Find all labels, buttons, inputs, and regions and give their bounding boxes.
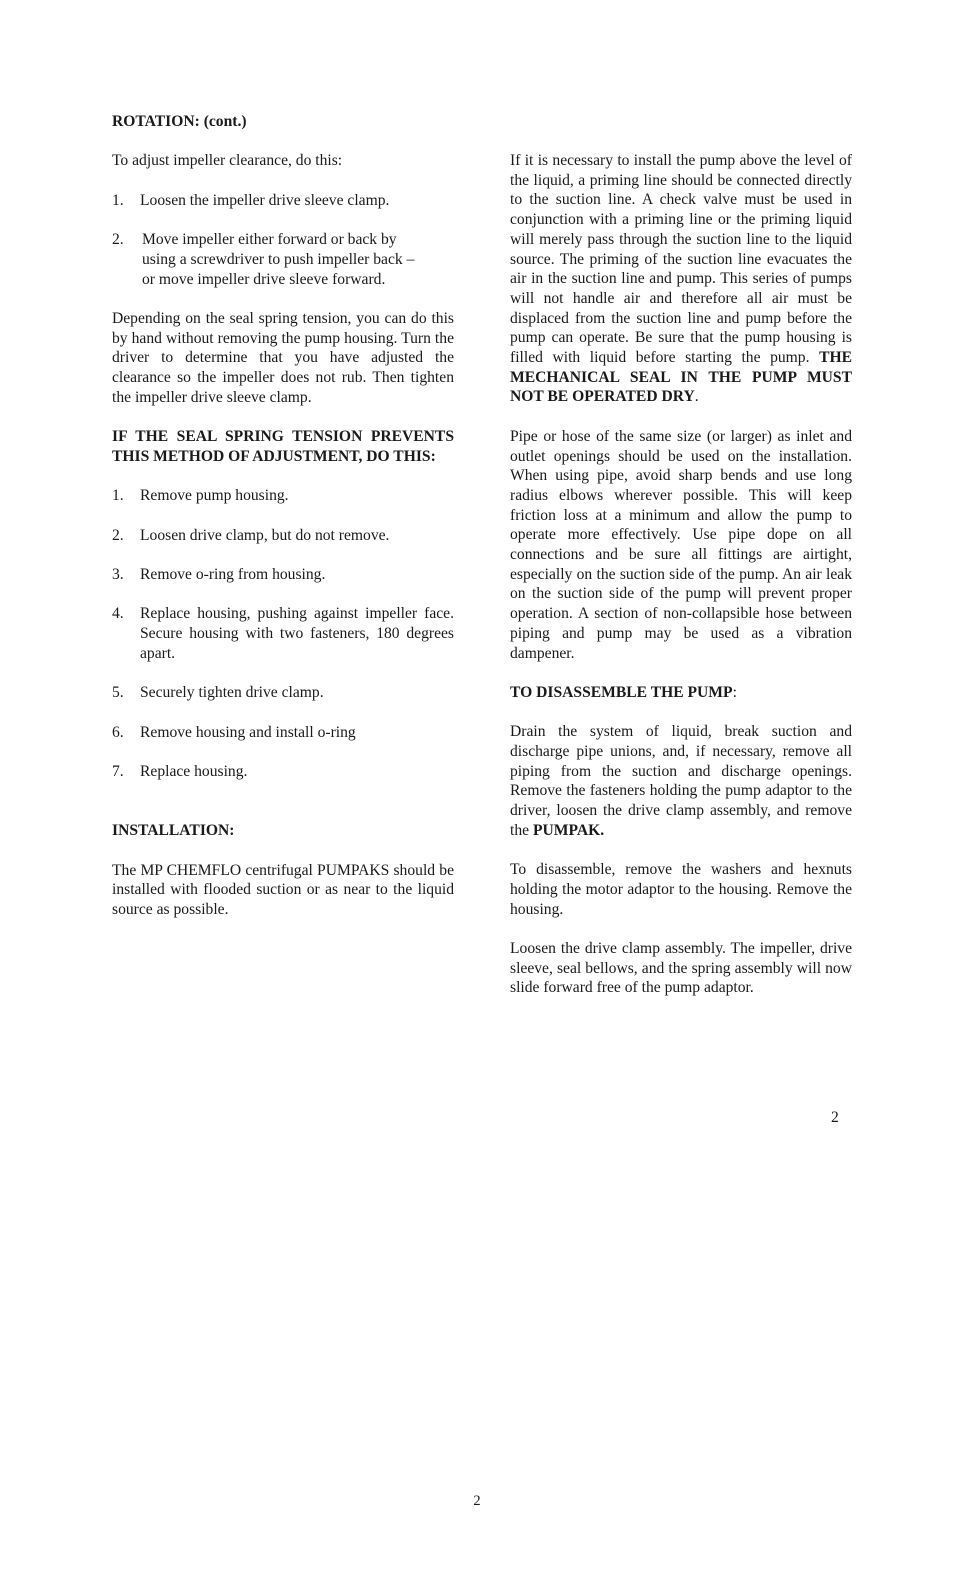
step-text: Remove pump housing. bbox=[140, 487, 289, 505]
step-number: 1. bbox=[112, 191, 124, 209]
adjust-intro: To adjust impeller clearance, do this: bbox=[112, 152, 343, 170]
seal-step bbox=[112, 526, 454, 546]
drain-text: Drain the system of liquid, break suction and discharge pipe unions, and, if necessary, remove all piping from the suction and discharge openings. Remove the fasteners holding the pump adaptor to the driver, loosen the drive clamp assembly, and remove the bbox=[510, 723, 852, 839]
priming-paragraph bbox=[510, 151, 852, 407]
pipe-paragraph: Pipe or hose of the same size (or larger) as inlet and outlet openings should be used on the installation. When using pipe, avoid sharp bends and use long radius elbows wherever possible. This will keep friction loss at a minimum and allow the pump to operate more effectively. Use pipe dope on all connections and be sure all fittings are airtight, especially on the suction side of the pump. An air leak on the suction side of the pump will prevent proper operation. A section of non-collapsible hose between piping and pump may be used as a vibration dampener. bbox=[510, 427, 852, 662]
step-text: Replace housing, pushing against impeller face. Secure housing with two fasteners, 180 degrees apart. bbox=[140, 605, 454, 662]
left-column bbox=[112, 112, 454, 920]
loosen-paragraph: Loosen the drive clamp assembly. The impeller, drive sleeve, seal bellows, and the spring assembly will now slide forward free of the pump adaptor. bbox=[510, 940, 852, 997]
priming-period: . bbox=[694, 388, 699, 406]
washers-paragraph: To disassemble, remove the washers and hexnuts holding the motor adaptor to the housing. Remove the housing. bbox=[510, 861, 852, 918]
mechanical-seal-warning: THE MECHANICAL SEAL IN THE PUMP MUST NOT BE OPERATED DRY bbox=[510, 349, 852, 406]
pumpak-bold: PUMPAK. bbox=[532, 821, 605, 839]
step-text: Replace housing. bbox=[140, 763, 248, 781]
seal-step bbox=[112, 604, 454, 663]
step-text: Securely tighten drive clamp. bbox=[140, 684, 324, 702]
step-number: 6. bbox=[112, 723, 124, 741]
step-number: 2. bbox=[112, 231, 124, 249]
disassemble-heading: TO DISASSEMBLE THE PUMP bbox=[510, 683, 733, 701]
depending-paragraph: Depending on the seal spring tension, you can do this by hand without removing the pump housing. Turn the driver to determine that you have adjusted the clearance so the impeller does not rub. Then tighten the impeller drive sleeve clamp. bbox=[112, 309, 454, 406]
installation-paragraph: The MP CHEMFLO centrifugal PUMPAKS should be installed with flooded suction or as near to the liquid source as possible. bbox=[112, 861, 454, 918]
seal-tension-heading: IF THE SEAL SPRING TENSION PREVENTS THIS METHOD OF ADJUSTMENT, DO THIS: bbox=[112, 428, 454, 465]
disassemble-colon: : bbox=[732, 683, 737, 701]
installation-heading: INSTALLATION: bbox=[112, 822, 235, 840]
step-text: Remove housing and install o-ring bbox=[140, 723, 356, 741]
disassemble-heading-line bbox=[510, 683, 852, 703]
rotation-heading: ROTATION: (cont.) bbox=[112, 113, 247, 130]
step-number: 4. bbox=[112, 605, 124, 623]
seal-step bbox=[112, 683, 454, 703]
adjust-step bbox=[112, 230, 454, 289]
step-number: 1. bbox=[112, 487, 124, 505]
priming-text: If it is necessary to install the pump above the level of the liquid, a priming line should be connected directly to the suction line. A check valve must be used in conjunction with a priming line or the priming liquid will merely pass through the suction line to the liquid source. The priming of the suction line evacuates the air in the suction line and pump. This series of pumps will not handle air and therefore all air must be displaced from the suction line and pump before the pump can operate. Be sure that the pump housing is filled with liquid before starting the pump. bbox=[510, 152, 852, 367]
adjust-step bbox=[112, 191, 454, 211]
seal-step bbox=[112, 762, 454, 782]
step-text: Move impeller either forward or back by using a screwdriver to push impeller back – or move impeller drive sleeve forward. bbox=[142, 231, 415, 288]
drain-paragraph bbox=[510, 722, 852, 840]
step-number: 7. bbox=[112, 763, 124, 781]
step-number: 2. bbox=[112, 526, 124, 544]
seal-step bbox=[112, 486, 454, 506]
step-text: Loosen drive clamp, but do not remove. bbox=[140, 526, 390, 544]
step-number: 5. bbox=[112, 684, 124, 702]
page-number-footer: 2 bbox=[473, 1493, 481, 1509]
step-text: Loosen the impeller drive sleeve clamp. bbox=[140, 191, 390, 209]
right-column bbox=[510, 151, 852, 998]
page-number-inner: 2 bbox=[831, 1109, 839, 1126]
seal-step bbox=[112, 723, 454, 743]
seal-step bbox=[112, 565, 454, 585]
step-text: Remove o-ring from housing. bbox=[140, 566, 326, 584]
step-number: 3. bbox=[112, 566, 124, 584]
